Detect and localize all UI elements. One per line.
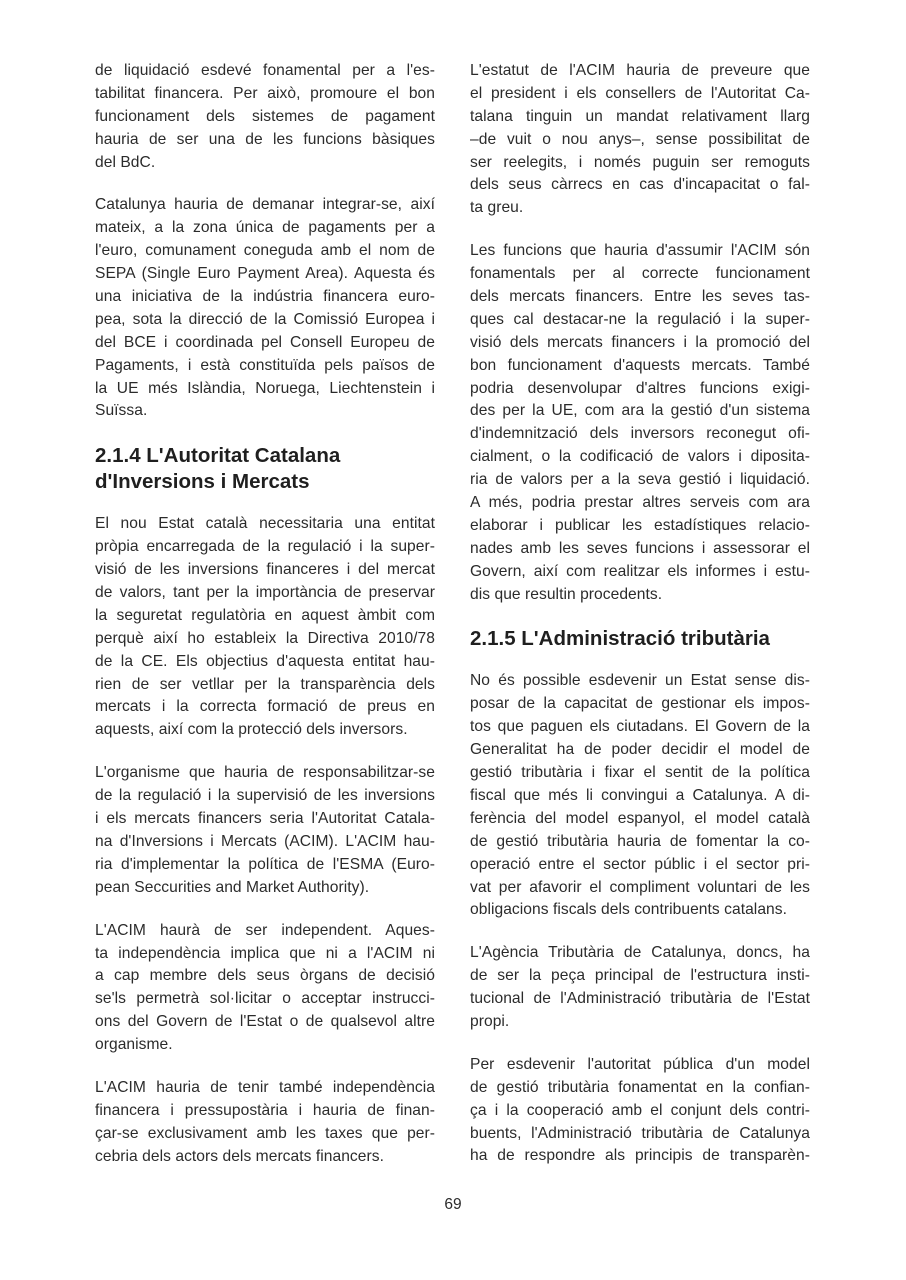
text-line: aquests, així com la protecció dels inversors. — [95, 721, 408, 739]
text-line: una iniciativa de la indústria financera euro- — [95, 288, 435, 306]
right-column — [470, 60, 810, 1188]
text-line: obligacions fiscals dels contribuents catalans. — [470, 901, 787, 919]
text-line: Pagaments, i està constituïda pels països de — [95, 356, 435, 374]
text-line: mercats i la correcta formació de preus en — [95, 698, 435, 716]
text-line: na d'Inversions i Mercats (ACIM). L'ACIM hau- — [95, 832, 435, 850]
text-line: ferència del model espanyol, el model català — [470, 809, 810, 827]
heading-line: 2.1.5 L'Administració tributària — [470, 627, 770, 651]
heading-line: 2.1.4 L'Autoritat Catalana — [95, 444, 341, 468]
text-line: podria desenvolupar d'altres funcions exigi- — [470, 379, 810, 397]
text-line: perquè així ho estableix la Directiva 2010/78 — [95, 629, 435, 647]
text-line: de ser la peça principal de l'estructura insti- — [470, 967, 810, 985]
text-line: cialment, o la codificació de valors i diposita- — [470, 448, 810, 466]
text-line: L'estatut de l'ACIM hauria de preveure que — [470, 62, 810, 79]
text-line: i els mercats financers seria l'Autoritat Catala- — [95, 810, 435, 828]
text-line: de la regulació i la supervisió de les inversions — [95, 787, 435, 805]
text-line: pean Seccurities and Market Authority). — [95, 878, 370, 896]
text-line: tos que paguen els ciutadans. El Govern de la — [470, 718, 810, 736]
text-line: fonamentals per al correcte funcionament — [470, 265, 810, 283]
text-line: ria de valors per a la seva gestió i liquidació. — [470, 471, 810, 489]
text-line: ria d'implementar la política de l'ESMA (Euro- — [95, 855, 435, 873]
paragraph — [95, 194, 435, 423]
text-line: visió de les inversions financeres i del mercat — [95, 561, 435, 579]
text-line: ons del Govern de l'Estat o de qualsevol altre — [95, 1013, 435, 1031]
paragraph — [95, 762, 435, 899]
text-line: dels seus càrrecs en cas d'incapacitat o fal- — [470, 176, 810, 194]
text-line: –de vuit o nou anys–, sense possibilitat de — [470, 130, 810, 148]
text-line: SEPA (Single Euro Payment Area). Aquesta és — [95, 265, 435, 283]
text-line: del BCE i coordinada pel Consell Europeu de — [95, 333, 435, 351]
paragraph — [95, 1077, 435, 1169]
text-line: a cap membre dels seus òrgans de decisió — [95, 967, 435, 985]
text-line: ques cal destacar-ne la regulació i la super- — [470, 310, 810, 328]
text-line: Suïssa. — [95, 402, 148, 420]
paragraph — [470, 1054, 810, 1168]
text-line: financera i pressupostària i hauria de finan- — [95, 1101, 435, 1119]
text-line: de valors, tant per la importància de preservar — [95, 584, 435, 602]
text-line: rien de ser vetllar per la transparència dels — [95, 675, 435, 693]
text-line: l'euro, comunament coneguda amb el nom de — [95, 242, 435, 260]
text-line: gestió tributària i fixar el sentit de la política — [470, 764, 810, 782]
text-line: Generalitat ha de poder decidir el model de — [470, 741, 810, 759]
page-number: 69 — [444, 1196, 462, 1213]
text-line: Per esdevenir l'autoritat pública d'un model — [470, 1055, 810, 1073]
text-line: bon funcionament d'aquests mercats. També — [470, 356, 810, 374]
text-line: ça i la cooperació amb el conjunt dels contri- — [470, 1101, 810, 1119]
text-line: Les funcions que hauria d'assumir l'ACIM són — [470, 242, 810, 260]
text-line: el president i els consellers de l'Autoritat Ca- — [470, 84, 810, 102]
text-line: fiscal que més li convingui a Catalunya. A di- — [470, 786, 810, 804]
paragraph — [470, 60, 810, 220]
text-line: ta independència implica que ni a l'ACIM ni — [95, 944, 435, 962]
text-line: tucional de l'Administració tributària de l'Estat — [470, 990, 810, 1008]
text-line: dels mercats financers. Entre les seves tas- — [470, 288, 810, 306]
paragraph — [95, 60, 435, 174]
text-line: Catalunya hauria de demanar integrar-se, així — [95, 196, 435, 214]
paragraph — [470, 942, 810, 1034]
text-line: hauria de ser una de les funcions bàsiques — [95, 130, 435, 148]
text-line: buents, l'Administració tributària de Catalunya — [470, 1124, 810, 1142]
text-line: L'Agència Tributària de Catalunya, doncs, ha — [470, 944, 810, 962]
paragraph — [470, 670, 810, 922]
text-line: talana tinguin un mandat relativament llarg — [470, 107, 810, 125]
text-line: del BdC. — [95, 153, 156, 171]
text-line: pròpia encarregada de la regulació i la super- — [95, 538, 435, 556]
text-line: L'ACIM haurà de ser independent. Aques- — [95, 921, 435, 939]
text-line: propi. — [470, 1012, 510, 1030]
text-line: visió dels mercats financers i la promoció del — [470, 333, 810, 351]
section-heading-2-1-5 — [470, 626, 810, 652]
text-line: de liquidació esdevé fonamental per a l'es- — [95, 62, 435, 79]
text-line: ta greu. — [470, 199, 524, 217]
text-line: No és possible esdevenir un Estat sense dis- — [470, 672, 810, 690]
text-line: de la CE. Els objectius d'aquesta entitat hau- — [95, 652, 435, 670]
text-line: de gestió tributària fonamentat en la confian- — [470, 1078, 810, 1096]
text-line: la seguretat regulatòria en aquest àmbit com — [95, 606, 435, 624]
paragraph — [470, 240, 810, 606]
text-line: cebria dels actors dels mercats financers. — [95, 1147, 384, 1165]
text-line: nades amb les seves funcions i assessorar el — [470, 539, 810, 557]
text-line: A més, podria prestar altres serveis com ara — [470, 494, 810, 512]
text-line: d'indemnització dels inversors reconegut ofi- — [470, 425, 810, 443]
text-line: mateix, a la zona única de pagaments per a — [95, 219, 435, 237]
heading-line: d'Inversions i Mercats — [95, 470, 310, 494]
text-line: posar de la capacitat de gestionar els impos- — [470, 695, 810, 713]
text-line: dis que resultin procedents. — [470, 585, 663, 603]
text-line: organisme. — [95, 1036, 173, 1054]
text-line: Govern, així com realitzar els informes i estu- — [470, 562, 810, 580]
text-line: de gestió tributària hauria de fomentar la co- — [470, 832, 810, 850]
left-column — [95, 60, 435, 1189]
text-line: elaborar i publicar les estadístiques relacio- — [470, 516, 810, 534]
text-line: ser reelegits, i només puguin ser remoguts — [470, 153, 810, 171]
paragraph — [95, 920, 435, 1057]
text-line: tabilitat financera. Per això, promoure el bon — [95, 84, 435, 102]
text-line: funcionament dels sistemes de pagament — [95, 107, 435, 125]
text-line: L'ACIM hauria de tenir també independència — [95, 1078, 435, 1096]
section-heading-2-1-4 — [95, 443, 435, 495]
text-line: pea, sota la direcció de la Comissió Europea i — [95, 310, 435, 328]
text-line: des per la UE, com ara la gestió d'un sistema — [470, 402, 810, 420]
text-line: L'organisme que hauria de responsabilitzar-se — [95, 764, 435, 782]
text-line: operació entre el sector públic i el sector pri- — [470, 855, 810, 873]
text-line: ha de respondre als principis de transparèn- — [470, 1147, 810, 1165]
text-line: El nou Estat català necessitaria una entitat — [95, 515, 435, 533]
text-line: çar-se exclusivament amb les taxes que per- — [95, 1124, 435, 1142]
text-line: la UE més Islàndia, Noruega, Liechtenstein i — [95, 379, 435, 397]
text-line: vat per afavorir el compliment voluntari de les — [470, 878, 810, 896]
paragraph — [95, 513, 435, 742]
text-line: se'ls permetrà sol·licitar o acceptar instrucci- — [95, 990, 435, 1008]
